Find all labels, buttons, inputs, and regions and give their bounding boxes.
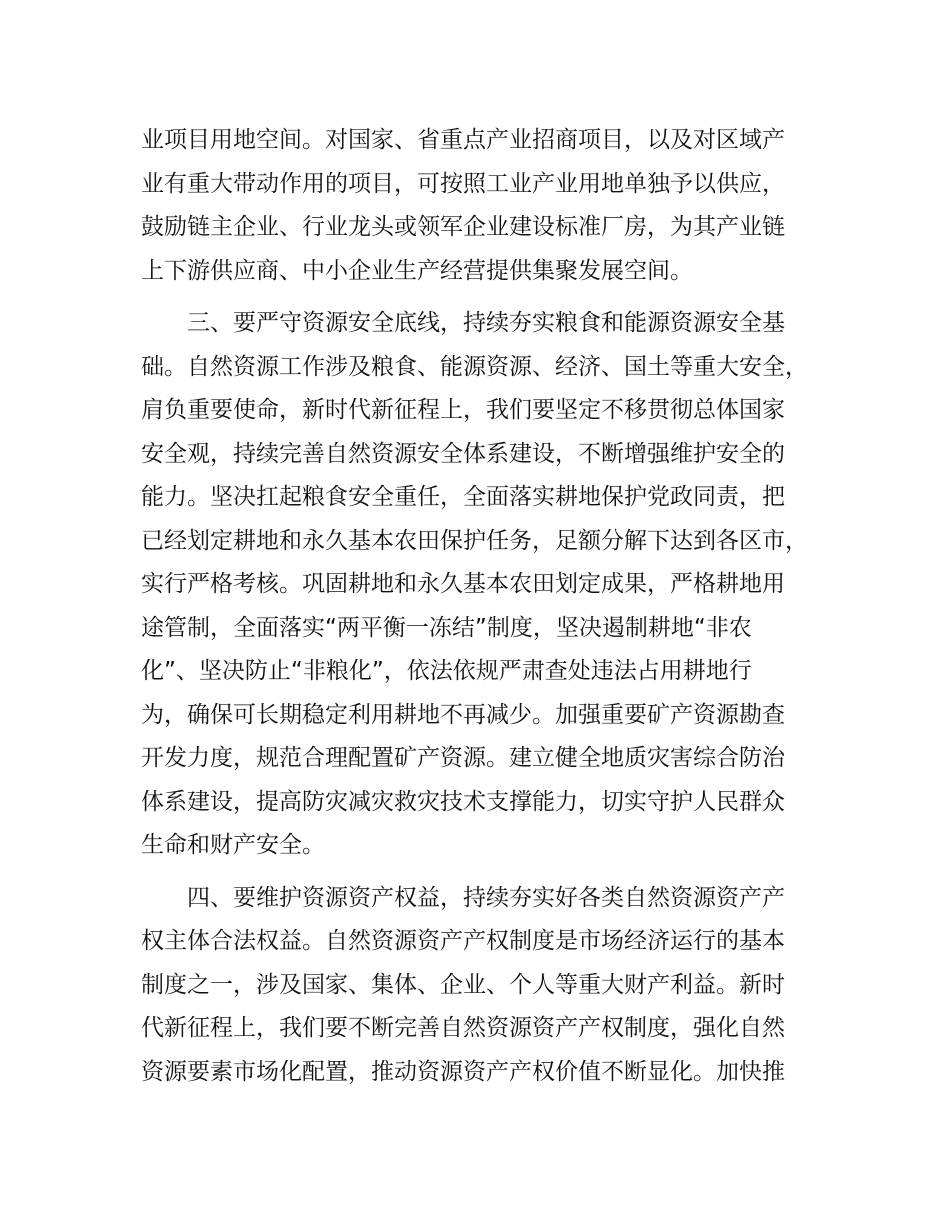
text-line: 肩负重要使命，新时代新征程上，我们要坚定不移贯彻总体国家 <box>141 397 785 423</box>
text-line: 代新征程上，我们要不断完善自然资源资产产权制度，强化自然 <box>141 1015 785 1041</box>
text-line: 生命和财产安全。 <box>141 832 325 858</box>
text-line: 能力。坚决扛起粮食安全重任，全面落实耕地保护党政同责，把 <box>141 484 785 510</box>
text-line: 安全观，持续完善自然资源安全体系建设，不断增强维护安全的 <box>141 440 785 467</box>
text-line: 业项目用地空间。对国家、省重点产业招商项目，以及对区域产 <box>141 127 785 153</box>
text-line: 途管制，全面落实“两平衡一冻结”制度，坚决遏制耕地“非农 <box>141 614 752 641</box>
text-line: 业有重大带动作用的项目，可按照工业产业用地单独予以供应， <box>141 170 785 197</box>
paragraph-gap <box>141 868 831 877</box>
text-line: 础。自然资源工作涉及粮食、能源资源、经济、国土等重大安全， <box>141 353 808 380</box>
text-line: 体系建设，提高防灾减灾救灾技术支撑能力，切实守护人民群众 <box>141 788 785 815</box>
text-line: 三、要严守资源安全底线，持续夯实粮食和能源资源安全基 <box>187 310 785 336</box>
document-body <box>141 119 831 1094</box>
text-line: 实行严格考核。巩固耕地和永久基本农田划定成果，严格耕地用 <box>141 571 785 597</box>
text-line: 开发力度，规范合理配置矿产资源。建立健全地质灾害综合防治 <box>141 745 785 771</box>
paragraph-1 <box>141 119 831 293</box>
text-line: 化”、坚决防止“非粮化”，依法依规严肃查处违法占用耕地行 <box>141 658 752 684</box>
text-line: 鼓励链主企业、行业龙头或领军企业建设标准厂房，为其产业链 <box>141 214 785 240</box>
text-line: 四、要维护资源资产权益，持续夯实好各类自然资源资产产 <box>187 884 785 911</box>
paragraph-2 <box>141 302 831 868</box>
text-line: 为，确保可长期稳定利用耕地不再减少。加强重要矿产资源勘查 <box>141 701 785 728</box>
paragraph-3 <box>141 877 831 1095</box>
text-line: 已经划定耕地和永久基本农田保护任务，足额分解下达到各区市， <box>141 527 808 554</box>
text-line: 制度之一，涉及国家、集体、企业、个人等重大财产利益。新时 <box>141 971 785 998</box>
text-line: 权主体合法权益。自然资源资产产权制度是市场经济运行的基本 <box>141 928 785 954</box>
text-line: 资源要素市场化配置，推动资源资产产权价值不断显化。加快推 <box>141 1058 785 1085</box>
paragraph-gap <box>141 293 831 302</box>
text-line: 上下游供应商、中小企业生产经营提供集聚发展空间。 <box>141 257 693 284</box>
